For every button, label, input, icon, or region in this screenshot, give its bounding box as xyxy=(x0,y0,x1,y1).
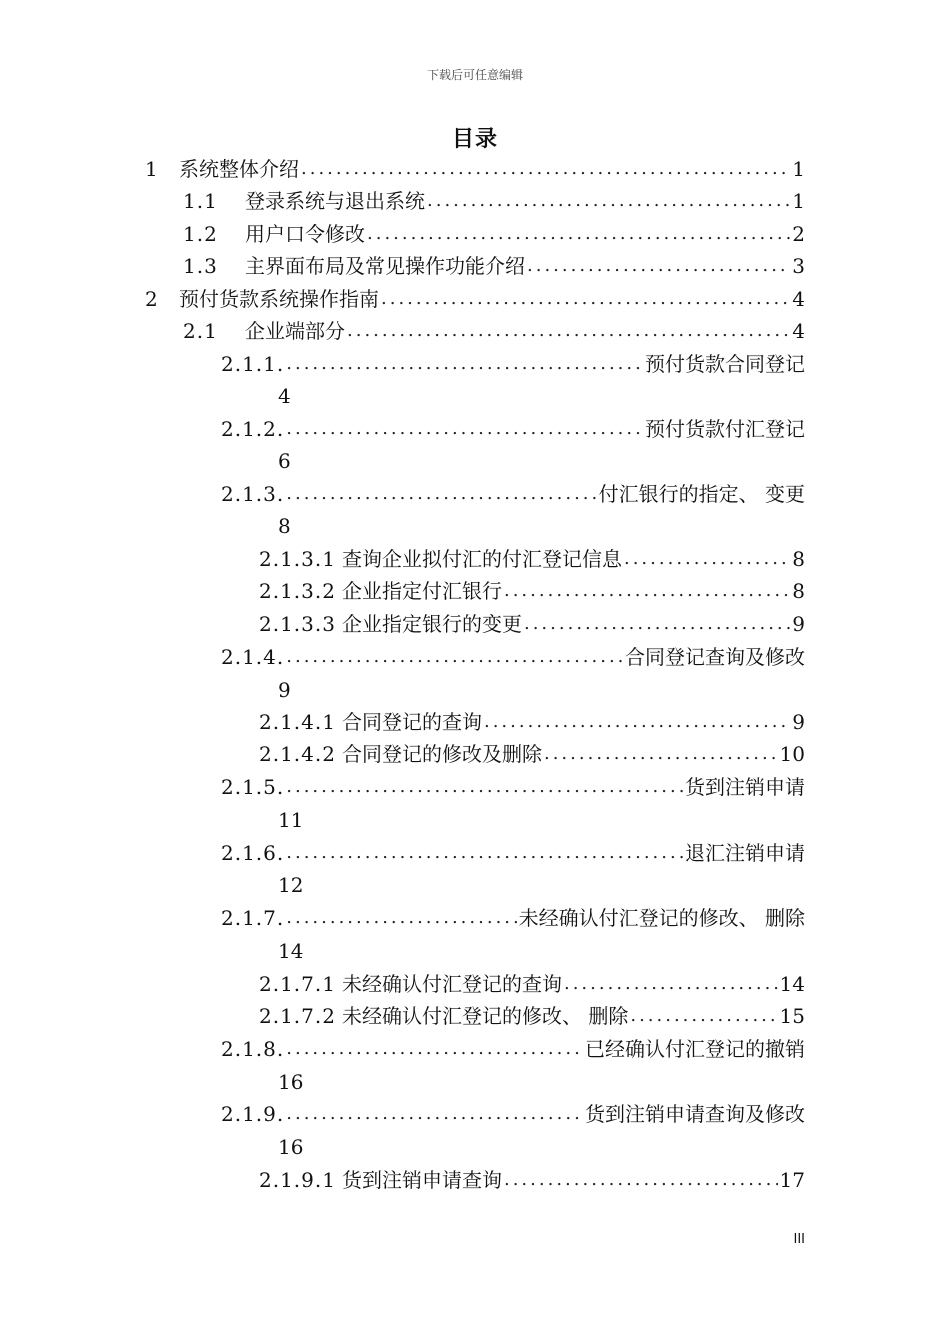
toc-entry-text: 已经确认付汇登记的撤销 xyxy=(585,1037,805,1061)
toc-entry[interactable] xyxy=(183,186,805,216)
toc-entry-number: 2.1.8. xyxy=(221,1037,285,1061)
toc-leader-dots xyxy=(286,838,683,868)
toc-entry-number: 2.1.5. xyxy=(221,775,285,799)
toc-entry-number: 2.1.4.2 xyxy=(259,742,336,766)
toc-entry-page: 6 xyxy=(278,449,291,473)
toc-entry-text: 预付货款合同登记 xyxy=(645,352,805,376)
toc-leader-dots xyxy=(427,186,790,216)
toc-entry-text: 货到注销申请查询及修改 xyxy=(585,1102,805,1126)
toc-entry-text: 未经确认付汇登记的修改、 删除 xyxy=(341,1004,629,1028)
toc-entry-number: 1.3 xyxy=(183,254,218,278)
toc-entry-number: 2.1.2. xyxy=(221,417,285,441)
toc-entry-page: 10 xyxy=(779,742,805,766)
toc-entry[interactable] xyxy=(221,1034,805,1064)
toc-entry-page: 4 xyxy=(792,319,805,343)
toc-entry-page: 17 xyxy=(779,1168,805,1192)
toc-entry-page: 16 xyxy=(278,1070,304,1094)
toc-entry-page: 15 xyxy=(779,1004,805,1028)
toc-entry-text: 登录系统与退出系统 xyxy=(245,189,425,213)
toc-entry-text: 系统整体介绍 xyxy=(179,157,299,181)
toc-entry[interactable] xyxy=(221,479,805,509)
toc-entry[interactable] xyxy=(183,251,805,281)
toc-entry-number: 2 xyxy=(145,287,159,311)
toc-entry-page: 1 xyxy=(792,157,805,181)
toc-leader-dots xyxy=(630,1001,777,1031)
page-number: III xyxy=(793,1232,805,1247)
toc-entry-number: 2.1.4.1 xyxy=(259,710,336,734)
toc-leader-dots xyxy=(286,903,516,933)
toc-leader-dots xyxy=(301,154,790,184)
toc-title: 目录 xyxy=(451,126,498,152)
toc-entry[interactable] xyxy=(259,576,805,606)
toc-entry-page: 8 xyxy=(792,547,805,571)
toc-entry[interactable] xyxy=(221,772,805,802)
toc-entry[interactable] xyxy=(221,349,805,379)
toc-entry-text: 货到注销申请 xyxy=(685,775,805,799)
toc-entry-number: 1.2 xyxy=(183,222,218,246)
toc-entry[interactable] xyxy=(145,154,805,184)
toc-entry-number: 2.1.1. xyxy=(221,352,285,376)
toc-leader-dots xyxy=(381,284,790,314)
toc-entry[interactable] xyxy=(259,969,805,999)
toc-entry-text: 企业指定银行的变更 xyxy=(341,612,522,636)
toc-entry-number: 2.1.4. xyxy=(221,645,285,669)
toc-entry-number: 2.1.7.1 xyxy=(259,972,336,996)
toc-entry-text: 用户口令修改 xyxy=(245,222,365,246)
toc-entry-page: 3 xyxy=(792,254,805,278)
toc-entry-text: 合同登记的查询 xyxy=(341,710,482,734)
toc-entry-text: 合同登记的修改及删除 xyxy=(341,742,542,766)
toc-entry-number: 2.1.9.1 xyxy=(259,1168,336,1192)
toc-entry[interactable] xyxy=(259,544,805,574)
toc-leader-dots xyxy=(624,544,790,574)
toc-entry-number: 2.1.3.3 xyxy=(259,612,336,636)
toc-entry[interactable] xyxy=(183,316,805,346)
toc-leader-dots xyxy=(286,1034,583,1064)
toc-entry-text: 合同登记查询及修改 xyxy=(625,645,805,669)
toc-entry-page: 14 xyxy=(278,939,304,963)
toc-entry-text: 货到注销申请查询 xyxy=(341,1168,502,1192)
toc-entry[interactable] xyxy=(259,1165,805,1195)
toc-entry-text: 预付货款付汇登记 xyxy=(645,417,805,441)
toc-entry-number: 2.1.3. xyxy=(221,482,285,506)
toc-entry-page: 4 xyxy=(792,287,805,311)
toc-entry-page: 9 xyxy=(278,678,291,702)
toc-entry-text: 付汇银行的指定、 变更 xyxy=(598,482,805,506)
toc-entry[interactable] xyxy=(259,739,805,769)
toc-entry[interactable] xyxy=(145,284,805,314)
toc-leader-dots xyxy=(286,349,643,379)
toc-entry-page: 9 xyxy=(792,612,805,636)
toc-entry-text: 查询企业拟付汇的付汇登记信息 xyxy=(341,547,622,571)
toc-entry-page: 4 xyxy=(278,384,291,408)
toc-leader-dots xyxy=(286,414,643,444)
toc-entry-page: 2 xyxy=(792,222,805,246)
toc-entry-page: 12 xyxy=(278,873,304,897)
toc-entry-text: 企业指定付汇银行 xyxy=(341,579,502,603)
toc-entry-text: 退汇注销申请 xyxy=(685,841,805,865)
toc-leader-dots xyxy=(367,219,790,249)
toc-entry-number: 2.1 xyxy=(183,319,218,343)
toc-entry-page: 8 xyxy=(278,514,291,538)
toc-entry-page: 16 xyxy=(278,1135,304,1159)
toc-leader-dots xyxy=(524,609,790,639)
toc-entry-number: 2.1.3.2 xyxy=(259,579,336,603)
toc-entry-number: 2.1.7. xyxy=(221,906,285,930)
toc-entry[interactable] xyxy=(259,609,805,639)
toc-leader-dots xyxy=(286,642,623,672)
toc-entry[interactable] xyxy=(221,642,805,672)
toc-entry-page: 8 xyxy=(792,579,805,603)
toc-leader-dots xyxy=(504,576,790,606)
toc-leader-dots xyxy=(527,251,790,281)
toc-leader-dots xyxy=(347,316,790,346)
toc-leader-dots xyxy=(286,479,596,509)
toc-entry-text: 企业端部分 xyxy=(245,319,345,343)
toc-entry-number: 1.1 xyxy=(183,189,218,213)
toc-entry-text: 未经确认付汇登记的查询 xyxy=(341,972,562,996)
toc-entry-page: 11 xyxy=(278,808,304,832)
toc-entry[interactable] xyxy=(259,707,805,737)
toc-entry-page: 9 xyxy=(792,710,805,734)
toc-entry-text: 主界面布局及常见操作功能介绍 xyxy=(245,254,525,278)
toc-entry-text: 预付货款系统操作指南 xyxy=(179,287,379,311)
page-header: 下载后可任意编辑 xyxy=(426,68,523,82)
toc-leader-dots xyxy=(504,1165,778,1195)
toc-entry[interactable] xyxy=(259,1001,805,1031)
toc-entry-number: 1 xyxy=(145,157,159,181)
toc-entry[interactable] xyxy=(221,414,805,444)
toc-entry[interactable] xyxy=(221,903,805,933)
toc-leader-dots xyxy=(564,969,778,999)
toc-leader-dots xyxy=(544,739,778,769)
toc-entry-text: 未经确认付汇登记的修改、 删除 xyxy=(518,906,805,930)
toc-entry-page: 14 xyxy=(779,972,805,996)
toc-leader-dots xyxy=(484,707,790,737)
toc-entry-number: 2.1.3.1 xyxy=(259,547,336,571)
toc-entry-number: 2.1.6. xyxy=(221,841,285,865)
toc-entry[interactable] xyxy=(221,838,805,868)
toc-leader-dots xyxy=(286,772,683,802)
toc-entry-page: 1 xyxy=(792,189,805,213)
toc-entry[interactable] xyxy=(221,1099,805,1129)
toc-entry-number: 2.1.9. xyxy=(221,1102,285,1126)
toc-leader-dots xyxy=(286,1099,583,1129)
toc-entry[interactable] xyxy=(183,219,805,249)
toc-entry-number: 2.1.7.2 xyxy=(259,1004,336,1028)
